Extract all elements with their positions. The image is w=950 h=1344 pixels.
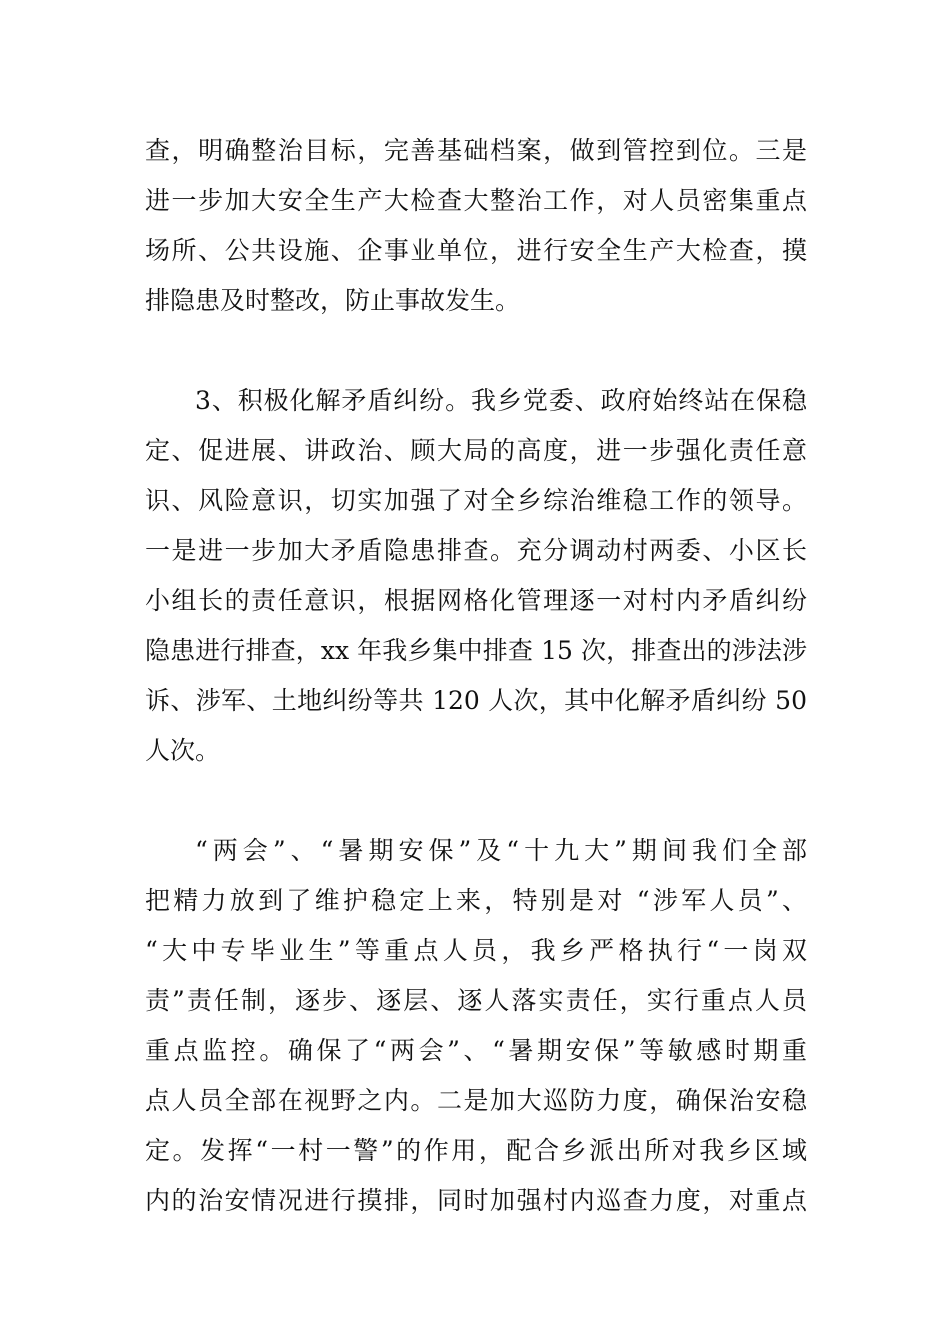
paragraph-line: “两会”、“暑期安保”及“十九大”期间我们全部 (195, 836, 807, 865)
paragraph-line: 诉、涉军、土地纠纷等共 120 人次，其中化解矛盾纠纷 50 (145, 686, 807, 715)
paragraph-2 (145, 376, 807, 776)
paragraph-line: “大中专毕业生”等重点人员，我乡严格执行“一岗双 (145, 936, 807, 965)
paragraph-line: 定。发挥“一村一警”的作用，配合乡派出所对我乡区域 (145, 1136, 807, 1165)
paragraph-line: 责”责任制，逐步、逐层、逐人落实责任，实行重点人员 (145, 986, 807, 1015)
paragraph-line: 点人员全部在视野之内。二是加大巡防力度，确保治安稳 (145, 1086, 807, 1115)
paragraph-line: 小组长的责任意识，根据网格化管理逐一对村内矛盾纠纷 (145, 586, 807, 615)
paragraph-line: 内的治安情况进行摸排，同时加强村内巡查力度，对重点 (145, 1186, 807, 1215)
paragraph-line: 3、积极化解矛盾纠纷。我乡党委、政府始终站在保稳 (195, 386, 807, 415)
paragraph-1 (145, 126, 807, 326)
paragraph-line: 重点监控。确保了“两会”、“暑期安保”等敏感时期重 (145, 1036, 807, 1065)
paragraph-line: 定、促进展、讲政治、顾大局的高度，进一步强化责任意 (145, 436, 807, 465)
paragraph-line: 查，明确整治目标，完善基础档案，做到管控到位。三是 (145, 136, 807, 165)
paragraph-line: 把精力放到了维护稳定上来，特别是对 “涉军人员”、 (145, 886, 807, 915)
paragraph-line: 进一步加大安全生产大检查大整治工作，对人员密集重点 (145, 186, 807, 215)
paragraph-3 (145, 826, 807, 1226)
paragraph-line: 一是进一步加大矛盾隐患排查。充分调动村两委、小区长 (145, 536, 807, 565)
paragraph-line: 隐患进行排查，xx 年我乡集中排查 15 次，排查出的涉法涉 (145, 636, 807, 665)
paragraph-line: 场所、公共设施、企事业单位，进行安全生产大检查，摸 (145, 236, 807, 265)
paragraph-line: 识、风险意识，切实加强了对全乡综治维稳工作的领导。 (145, 486, 807, 515)
paragraph-line: 人次。 (145, 736, 221, 765)
paragraph-line: 排隐患及时整改，防止事故发生。 (145, 286, 521, 315)
